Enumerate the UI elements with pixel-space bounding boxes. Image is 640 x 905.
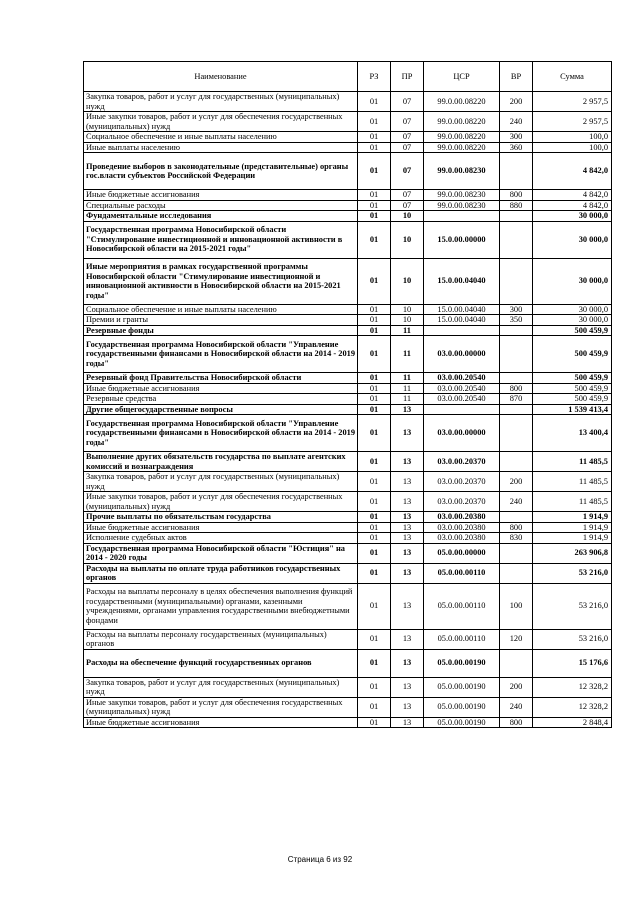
row-pr: 11 [391,325,424,336]
row-pr: 10 [391,258,424,304]
row-rz: 01 [358,373,391,384]
row-pr: 07 [391,200,424,211]
row-csr: 99.0.00.08220 [424,112,500,132]
row-csr [424,211,500,222]
row-rz: 01 [358,452,391,472]
header-sum: Сумма [533,62,612,92]
row-csr: 05.0.00.00110 [424,629,500,649]
table-row [84,315,612,326]
row-rz: 01 [358,258,391,304]
table-row [84,697,612,717]
row-vr: 800 [500,383,533,394]
row-vr [500,452,533,472]
row-pr: 13 [391,404,424,415]
row-vr: 830 [500,533,533,544]
row-pr: 11 [391,336,424,373]
row-sum: 30 000,0 [533,211,612,222]
row-csr: 03.0.00.20370 [424,472,500,492]
row-csr: 05.0.00.00190 [424,649,500,677]
row-csr: 99.0.00.08220 [424,132,500,143]
row-csr: 03.0.00.20370 [424,492,500,512]
row-name: Государственная программа Новосибирской области "Юстиция" на 2014 - 2020 годы [84,543,358,563]
row-vr [500,404,533,415]
row-vr [500,258,533,304]
row-csr: 05.0.00.00110 [424,583,500,629]
row-sum: 53 216,0 [533,563,612,583]
row-name: Расходы на выплаты персоналу в целях обеспечения выполнения функций государственными (муниципальными) органами, казенными учреждениями, органами управления государственными внебюджетными фондами [84,583,358,629]
row-csr: 15.0.00.00000 [424,221,500,258]
row-name: Фундаментальные исследования [84,211,358,222]
table-row [84,221,612,258]
row-vr [500,512,533,523]
row-vr: 200 [500,677,533,697]
table-row [84,383,612,394]
table-row [84,394,612,405]
table-row [84,492,612,512]
row-rz: 01 [358,315,391,326]
row-csr: 15.0.00.04040 [424,315,500,326]
row-name: Иные закупки товаров, работ и услуг для обеспечения государственных (муниципальных) нужд [84,697,358,717]
row-rz: 01 [358,629,391,649]
row-name: Закупка товаров, работ и услуг для государственных (муниципальных) нужд [84,472,358,492]
table-row [84,717,612,728]
row-rz: 01 [358,583,391,629]
row-rz: 01 [358,404,391,415]
row-name: Государственная программа Новосибирской области "Управление государственными финансами в Новосибирской области на 2014 - 2019 годы" [84,415,358,452]
row-csr: 99.0.00.08220 [424,92,500,112]
table-row [84,373,612,384]
row-pr: 13 [391,492,424,512]
table-row [84,132,612,143]
row-rz: 01 [358,394,391,405]
row-pr: 13 [391,717,424,728]
row-vr: 800 [500,717,533,728]
row-rz: 01 [358,717,391,728]
row-pr: 13 [391,697,424,717]
row-pr: 10 [391,211,424,222]
row-sum: 2 848,4 [533,717,612,728]
row-name: Иные бюджетные ассигнования [84,190,358,201]
table-row [84,258,612,304]
table-row [84,629,612,649]
row-csr: 05.0.00.00190 [424,697,500,717]
table-row [84,200,612,211]
row-name: Государственная программа Новосибирской области "Управление государственными финансами в Новосибирской области на 2014 - 2019 годы" [84,336,358,373]
row-vr [500,373,533,384]
row-rz: 01 [358,92,391,112]
row-name: Расходы на выплаты персоналу государственных (муниципальных) органов [84,629,358,649]
row-sum: 1 539 413,4 [533,404,612,415]
row-name: Иные мероприятия в рамках государственной программы Новосибирской области "Стимулирование инвестиционной и инновационной активности в Новосибирской области на 2015-2021 годы" [84,258,358,304]
row-vr: 870 [500,394,533,405]
row-pr: 07 [391,92,424,112]
table-row [84,325,612,336]
row-rz: 01 [358,142,391,153]
row-csr [424,404,500,415]
row-rz: 01 [358,649,391,677]
row-pr: 10 [391,221,424,258]
row-sum: 4 842,0 [533,153,612,190]
table-row [84,677,612,697]
row-csr: 15.0.00.04040 [424,304,500,315]
row-csr: 05.0.00.00000 [424,543,500,563]
row-name: Социальное обеспечение и иные выплаты населению [84,304,358,315]
row-sum: 500 459,9 [533,325,612,336]
row-name: Резервные средства [84,394,358,405]
row-vr [500,211,533,222]
row-name: Резервный фонд Правительства Новосибирской области [84,373,358,384]
table-row [84,304,612,315]
header-csr: ЦСР [424,62,500,92]
row-rz: 01 [358,522,391,533]
row-rz: 01 [358,512,391,523]
row-name: Прочие выплаты по обязательствам государства [84,512,358,523]
table-row [84,543,612,563]
table-row [84,649,612,677]
row-vr [500,153,533,190]
row-pr: 11 [391,383,424,394]
row-pr: 11 [391,373,424,384]
row-name: Резервные фонды [84,325,358,336]
row-rz: 01 [358,336,391,373]
row-name: Государственная программа Новосибирской области "Стимулирование инвестиционной и инновационной активности в Новосибирской области на 2015-2021 годы" [84,221,358,258]
row-vr [500,325,533,336]
row-name: Иные бюджетные ассигнования [84,717,358,728]
table-row [84,472,612,492]
table-row [84,336,612,373]
row-vr: 880 [500,200,533,211]
row-rz: 01 [358,325,391,336]
row-csr: 03.0.00.20370 [424,452,500,472]
row-rz: 01 [358,472,391,492]
row-sum: 30 000,0 [533,258,612,304]
row-sum: 53 216,0 [533,629,612,649]
row-rz: 01 [358,697,391,717]
row-rz: 01 [358,563,391,583]
row-sum: 11 485,5 [533,492,612,512]
row-sum: 11 485,5 [533,472,612,492]
row-name: Закупка товаров, работ и услуг для государственных (муниципальных) нужд [84,677,358,697]
row-rz: 01 [358,200,391,211]
row-name: Выполнение других обязательств государства по выплате агентских комиссий и вознаграждения [84,452,358,472]
row-csr: 05.0.00.00190 [424,677,500,697]
row-pr: 07 [391,132,424,143]
row-vr: 300 [500,304,533,315]
row-sum: 1 914,9 [533,512,612,523]
row-sum: 4 842,0 [533,190,612,201]
row-csr: 99.0.00.08230 [424,200,500,211]
row-vr: 350 [500,315,533,326]
header-name: Наименование [84,62,358,92]
row-name: Специальные расходы [84,200,358,211]
row-csr: 03.0.00.20380 [424,533,500,544]
row-vr [500,563,533,583]
row-csr: 05.0.00.00190 [424,717,500,728]
row-pr: 10 [391,315,424,326]
row-sum: 263 906,8 [533,543,612,563]
row-csr: 03.0.00.20540 [424,394,500,405]
row-pr: 13 [391,629,424,649]
table-row [84,92,612,112]
row-name: Другие общегосударственные вопросы [84,404,358,415]
table-row [84,415,612,452]
row-vr [500,415,533,452]
row-pr: 13 [391,533,424,544]
table-row [84,512,612,523]
row-sum: 500 459,9 [533,336,612,373]
row-csr [424,325,500,336]
row-sum: 30 000,0 [533,221,612,258]
row-name: Закупка товаров, работ и услуг для государственных (муниципальных) нужд [84,92,358,112]
row-name: Иные бюджетные ассигнования [84,383,358,394]
row-vr: 240 [500,697,533,717]
row-rz: 01 [358,132,391,143]
row-csr: 03.0.00.20380 [424,512,500,523]
table-row [84,112,612,132]
row-pr: 13 [391,512,424,523]
row-rz: 01 [358,492,391,512]
row-pr: 07 [391,190,424,201]
row-sum: 53 216,0 [533,583,612,629]
row-csr: 05.0.00.00110 [424,563,500,583]
row-rz: 01 [358,112,391,132]
row-sum: 11 485,5 [533,452,612,472]
row-vr: 100 [500,583,533,629]
row-pr: 07 [391,153,424,190]
row-vr: 360 [500,142,533,153]
row-vr [500,649,533,677]
row-vr: 800 [500,522,533,533]
row-vr: 800 [500,190,533,201]
row-pr: 13 [391,649,424,677]
row-rz: 01 [358,153,391,190]
row-csr: 03.0.00.20380 [424,522,500,533]
row-pr: 13 [391,677,424,697]
row-name: Иные бюджетные ассигнования [84,522,358,533]
row-name: Исполнение судебных актов [84,533,358,544]
row-rz: 01 [358,190,391,201]
row-sum: 500 459,9 [533,373,612,384]
row-rz: 01 [358,304,391,315]
row-vr: 300 [500,132,533,143]
row-name: Социальное обеспечение и иные выплаты населению [84,132,358,143]
row-vr [500,221,533,258]
row-pr: 13 [391,543,424,563]
row-vr: 240 [500,112,533,132]
header-rz: РЗ [358,62,391,92]
row-pr: 07 [391,112,424,132]
row-rz: 01 [358,383,391,394]
row-sum: 1 914,9 [533,533,612,544]
table-row [84,190,612,201]
row-rz: 01 [358,211,391,222]
row-pr: 11 [391,394,424,405]
table-row [84,583,612,629]
table-body [84,92,612,728]
row-pr: 13 [391,522,424,533]
row-pr: 13 [391,583,424,629]
row-name: Проведение выборов в законодательные (представительные) органы гос.власти субъектов Российской Федерации [84,153,358,190]
row-vr [500,543,533,563]
table-row [84,142,612,153]
row-sum: 1 914,9 [533,522,612,533]
row-vr: 200 [500,472,533,492]
row-vr [500,336,533,373]
row-pr: 13 [391,472,424,492]
row-csr: 99.0.00.08230 [424,190,500,201]
row-csr: 03.0.00.00000 [424,336,500,373]
row-sum: 30 000,0 [533,315,612,326]
row-sum: 12 328,2 [533,697,612,717]
row-pr: 13 [391,415,424,452]
row-sum: 30 000,0 [533,304,612,315]
table-row [84,533,612,544]
row-csr: 03.0.00.20540 [424,383,500,394]
page-number: Страница 6 из 92 [287,855,353,864]
row-sum: 4 842,0 [533,200,612,211]
row-pr: 07 [391,142,424,153]
row-rz: 01 [358,543,391,563]
row-rz: 01 [358,415,391,452]
row-sum: 12 328,2 [533,677,612,697]
row-sum: 13 400,4 [533,415,612,452]
row-name: Иные закупки товаров, работ и услуг для обеспечения государственных (муниципальных) нужд [84,492,358,512]
table-header-row [84,62,612,92]
row-rz: 01 [358,221,391,258]
row-rz: 01 [358,533,391,544]
row-rz: 01 [358,677,391,697]
row-pr: 10 [391,304,424,315]
row-csr: 03.0.00.00000 [424,415,500,452]
row-sum: 15 176,6 [533,649,612,677]
table-row [84,563,612,583]
row-pr: 13 [391,452,424,472]
row-csr: 99.0.00.08220 [424,142,500,153]
row-sum: 2 957,5 [533,112,612,132]
table-row [84,522,612,533]
row-name: Премии и гранты [84,315,358,326]
row-sum: 500 459,9 [533,394,612,405]
row-name: Иные закупки товаров, работ и услуг для обеспечения государственных (муниципальных) нужд [84,112,358,132]
row-sum: 500 459,9 [533,383,612,394]
row-name: Иные выплаты населению [84,142,358,153]
row-csr: 99.0.00.08230 [424,153,500,190]
row-vr: 240 [500,492,533,512]
table-row [84,153,612,190]
table-row [84,452,612,472]
header-pr: ПР [391,62,424,92]
row-sum: 2 957,5 [533,92,612,112]
row-name: Расходы на обеспечение функций государственных органов [84,649,358,677]
row-csr: 03.0.00.20540 [424,373,500,384]
row-pr: 13 [391,563,424,583]
header-vr: ВР [500,62,533,92]
row-csr: 15.0.00.04040 [424,258,500,304]
budget-table [83,61,612,728]
row-vr: 120 [500,629,533,649]
row-name: Расходы на выплаты по оплате труда работников государственных органов [84,563,358,583]
row-sum: 100,0 [533,132,612,143]
table-row [84,404,612,415]
row-sum: 100,0 [533,142,612,153]
row-vr: 200 [500,92,533,112]
table-row [84,211,612,222]
